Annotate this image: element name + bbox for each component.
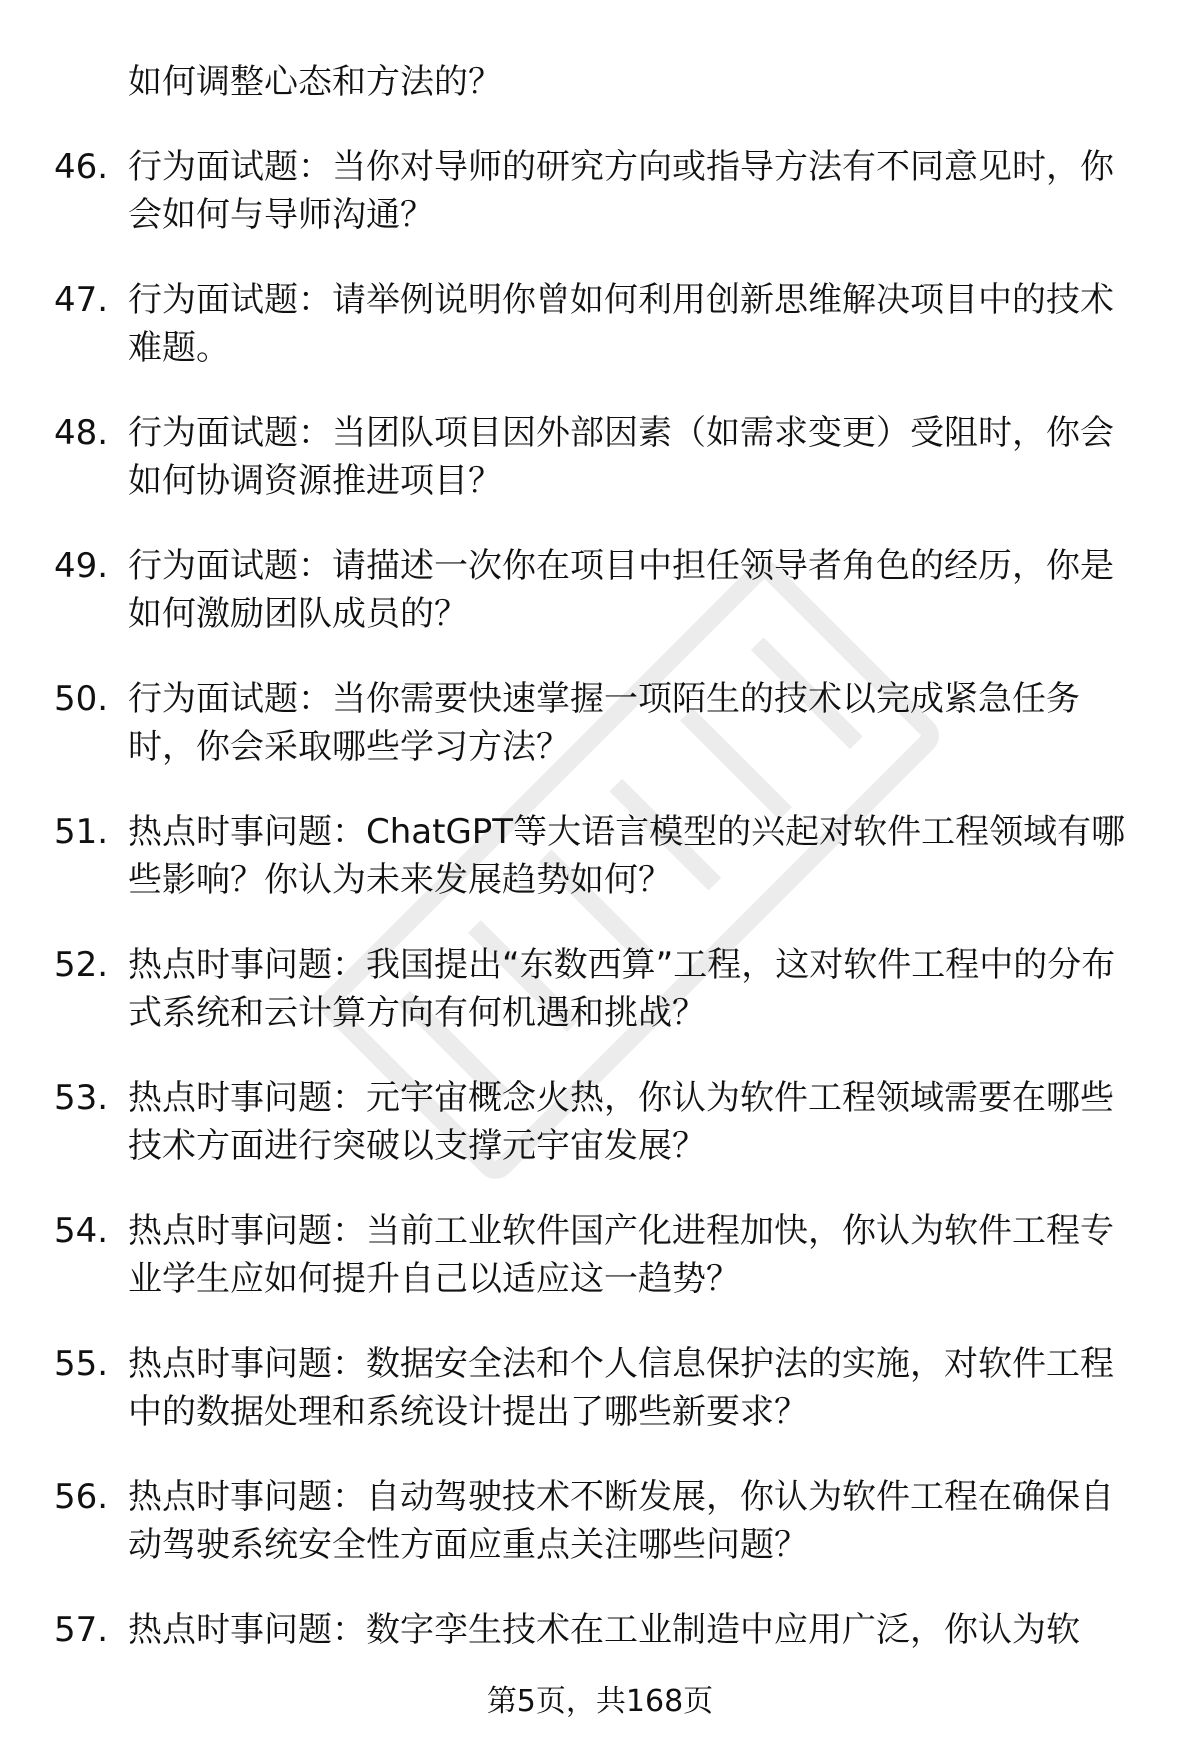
list-item: [0, 58, 1140, 106]
list-item: [0, 409, 1140, 505]
question-text: 行为面试题：当你对导师的研究方向或指导方法有不同意见时，你会如何与导师沟通？: [128, 147, 1114, 235]
list-item: [0, 1473, 1140, 1569]
question-text: 行为面试题：当你需要快速掌握一项陌生的技术以完成紧急任务时，你会采取哪些学习方法？: [128, 679, 1080, 767]
question-number: 57.: [54, 1610, 109, 1650]
list-item: [0, 1207, 1140, 1303]
question-number: 53.: [54, 1078, 109, 1118]
question-text: 行为面试题：请举例说明你曾如何利用创新思维解决项目中的技术难题。: [128, 280, 1114, 368]
question-number: 55.: [54, 1344, 109, 1384]
list-item: [0, 941, 1140, 1037]
question-text: 行为面试题：当团队项目因外部因素（如需求变更）受阻时，你会如何协调资源推进项目？: [128, 413, 1114, 501]
list-item: [0, 1606, 1140, 1654]
question-number: 48.: [54, 413, 109, 453]
question-number: 50.: [54, 679, 109, 719]
list-item: [0, 1074, 1140, 1170]
list-item: [0, 542, 1140, 638]
question-text: 行为面试题：请描述一次你在项目中担任领导者角色的经历，你是如何激励团队成员的？: [128, 546, 1114, 634]
question-text: 热点时事问题：元宇宙概念火热，你认为软件工程领域需要在哪些技术方面进行突破以支撑元宇宙发展？: [128, 1078, 1114, 1166]
question-list: [0, 58, 1200, 1691]
question-number: 47.: [54, 280, 109, 320]
question-number: 56.: [54, 1477, 109, 1517]
question-text: 热点时事问题：数据安全法和个人信息保护法的实施，对软件工程中的数据处理和系统设计提出了哪些新要求？: [128, 1344, 1114, 1432]
question-number: 52.: [54, 945, 109, 985]
question-number: 54.: [54, 1211, 109, 1251]
question-text: 热点时事问题：当前工业软件国产化进程加快，你认为软件工程专业学生应如何提升自己以适应这一趋势？: [128, 1211, 1114, 1299]
question-number: 51.: [54, 812, 109, 852]
list-item: [0, 808, 1140, 904]
question-text: 热点时事问题：ChatGPT等大语言模型的兴起对软件工程领域有哪些影响？你认为未来发展趋势如何？: [128, 812, 1126, 900]
question-number: 46.: [54, 147, 109, 187]
question-text: 热点时事问题：自动驾驶技术不断发展，你认为软件工程在确保自动驾驶系统安全性方面应重点关注哪些问题？: [128, 1477, 1114, 1565]
page-footer: 第5页，共168页: [486, 1684, 714, 1719]
question-text: 热点时事问题：数字孪生技术在工业制造中应用广泛，你认为软: [128, 1610, 1080, 1650]
question-number: 49.: [54, 546, 109, 586]
question-text: 如何调整心态和方法的？: [128, 62, 502, 102]
list-item: [0, 675, 1140, 771]
list-item: [0, 143, 1140, 239]
list-item: [0, 276, 1140, 372]
list-item: [0, 1340, 1140, 1436]
question-text: 热点时事问题：我国提出“东数西算”工程，这对软件工程中的分布式系统和云计算方向有何机遇和挑战？: [128, 945, 1116, 1033]
